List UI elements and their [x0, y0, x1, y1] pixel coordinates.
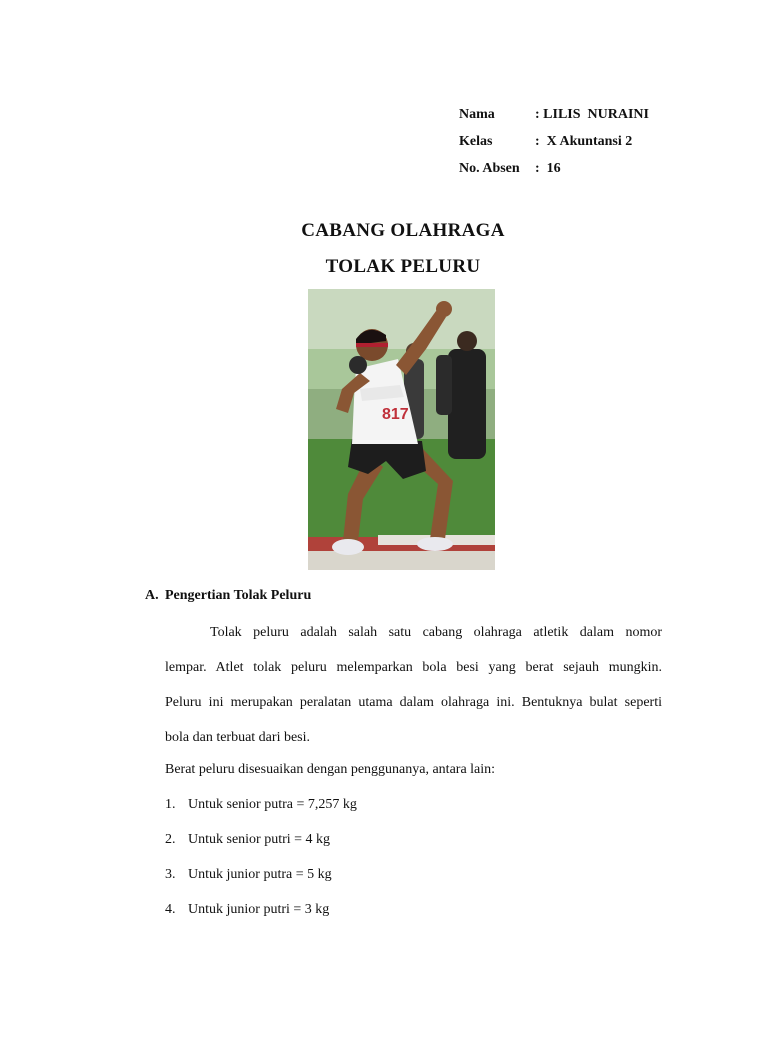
identity-value: : 16 [535, 161, 561, 176]
list-text: Untuk junior putri = 3 kg [188, 902, 330, 917]
paragraph-line: lempar. Atlet tolak peluru melemparkan bola besi yang berat sejauh mungkin. [165, 660, 662, 675]
list-item [165, 867, 357, 902]
weight-list [165, 797, 357, 937]
list-number: 2. [165, 832, 176, 847]
identity-row-number [459, 161, 649, 188]
identity-value: : LILIS NURAINI [535, 107, 649, 122]
paragraph-line: bola dan terbuat dari besi. [165, 730, 311, 745]
list-text: Untuk senior putra = 7,257 kg [188, 797, 357, 812]
section-title: Pengertian Tolak Peluru [165, 588, 312, 603]
section-letter: A. [145, 588, 159, 603]
identity-label: Kelas [459, 134, 493, 149]
identity-label: Nama [459, 107, 495, 122]
shot-put-athlete-photo [308, 289, 495, 570]
list-item [165, 832, 357, 867]
paragraph-line: Tolak peluru adalah salah satu cabang olahraga atletik dalam nomor [210, 625, 662, 640]
student-identity [459, 107, 649, 188]
document-title: CABANG OLAHRAGA [301, 220, 505, 241]
list-number: 1. [165, 797, 176, 812]
list-number: 4. [165, 902, 176, 917]
list-item [165, 797, 357, 832]
list-number: 3. [165, 867, 176, 882]
definition-paragraph-end [165, 729, 662, 764]
weight-list-intro: Berat peluru disesuaikan dengan penggunanya, antara lain: [165, 762, 496, 777]
list-item [165, 902, 357, 937]
paragraph-line: Peluru ini merupakan peralatan utama dalam olahraga ini. Bentuknya bulat seperti [165, 695, 662, 710]
definition-paragraph [165, 624, 662, 729]
identity-row-class [459, 134, 649, 161]
list-text: Untuk junior putra = 5 kg [188, 867, 332, 882]
section-heading [145, 588, 311, 604]
athlete-bib-number: 817 [382, 406, 409, 423]
identity-value: : X Akuntansi 2 [535, 134, 633, 149]
identity-row-name [459, 107, 649, 134]
identity-label: No. Absen [459, 161, 520, 176]
document-subtitle: TOLAK PELURU [325, 256, 481, 277]
list-text: Untuk senior putri = 4 kg [188, 832, 331, 847]
